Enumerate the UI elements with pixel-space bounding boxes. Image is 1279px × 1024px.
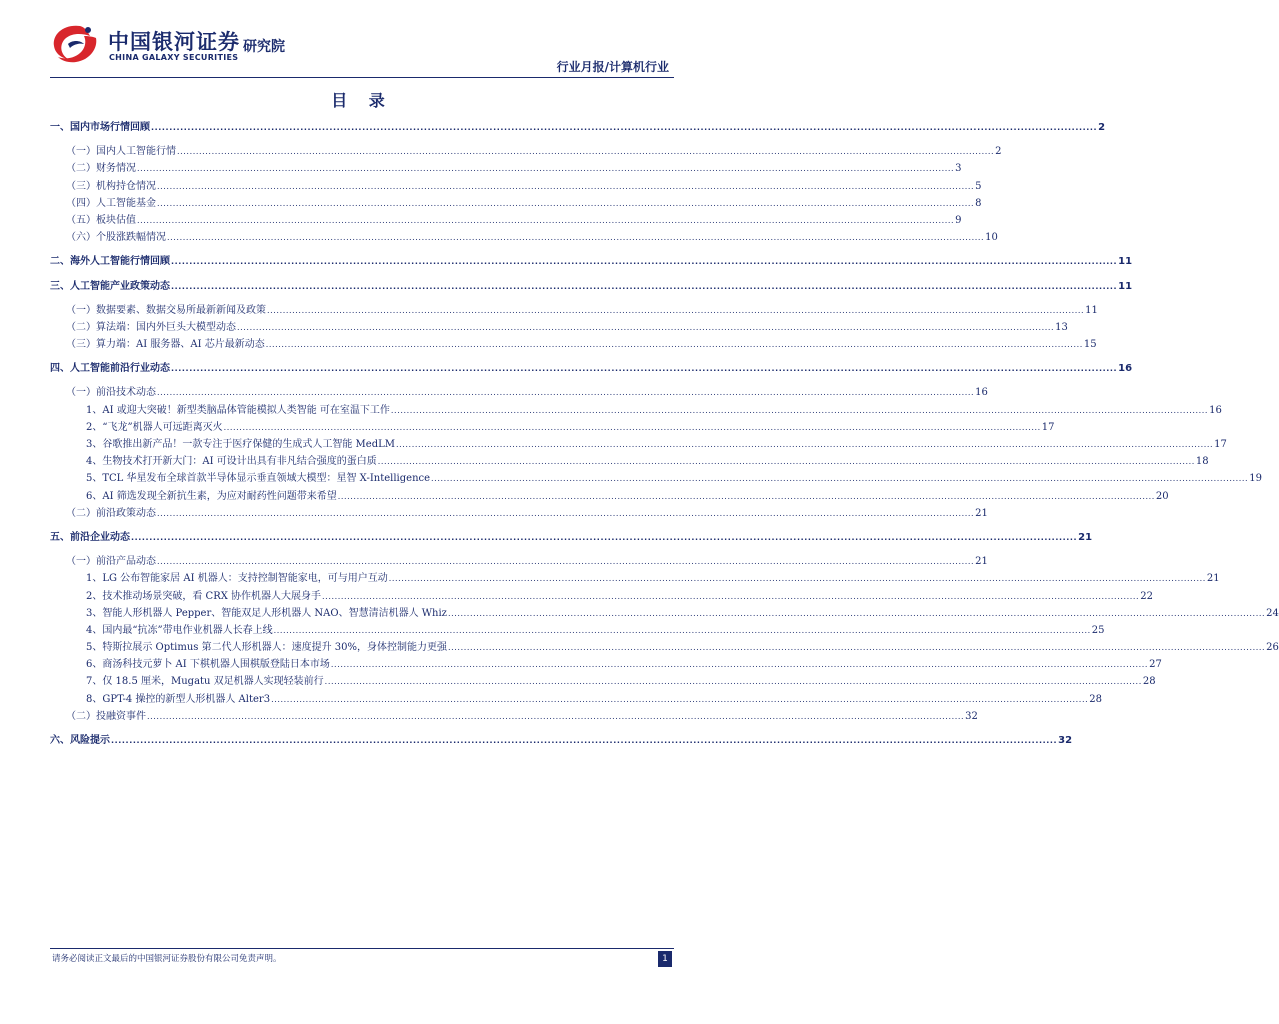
toc-entry-page: 21	[1078, 531, 1093, 543]
toc-entry-page: 8	[975, 197, 982, 209]
toc-entry[interactable]	[50, 360, 1133, 377]
toc-entry[interactable]	[50, 178, 982, 195]
toc-entry[interactable]	[50, 278, 1133, 295]
toc-entry-title: 一、国内市场行情回顾	[50, 122, 150, 133]
toc-entry-page: 28	[1089, 693, 1102, 705]
toc-leader-dots: ....................................................................................................................................................................................................................................................................	[147, 711, 965, 721]
toc-entry[interactable]	[50, 470, 1262, 487]
toc-entry-page: 16	[975, 387, 988, 399]
toc-entry-title: 8、GPT-4 操控的新型人形机器人 Alter3	[86, 693, 271, 705]
toc-leader-dots: ....................................................................................................................................................................................................................................................................	[171, 364, 1118, 374]
toc-entry-title: 三、人工智能产业政策动态	[50, 280, 170, 292]
toc-leader-dots: ....................................................................................................................................................................................................................................................................	[137, 164, 955, 174]
toc-entry-page: 18	[1195, 456, 1209, 468]
toc-entry[interactable]	[50, 453, 1209, 470]
toc-entry[interactable]	[50, 622, 1105, 639]
toc-leader-dots: ....................................................................................................................................................................................................................................................................	[151, 123, 1098, 132]
toc-entry-page: 3	[955, 163, 962, 175]
toc-entry-title: （二）前沿政策动态	[66, 507, 156, 519]
toc-leader-dots: ....................................................................................................................................................................................................................................................................	[377, 457, 1195, 467]
toc-leader-dots: ....................................................................................................................................................................................................................................................................	[237, 322, 1055, 332]
toc-leader-dots: ....................................................................................................................................................................................................................................................................	[324, 677, 1142, 687]
toc-leader-dots: ....................................................................................................................................................................................................................................................................	[388, 574, 1206, 584]
toc-entry-page: 5	[975, 180, 982, 192]
toc-entry-title: （六）个股涨跌幅情况	[66, 232, 166, 244]
toc-entry-title: （五）板块估值	[66, 214, 136, 226]
toc-entry[interactable]	[50, 588, 1153, 605]
institute-label: 研究院	[243, 39, 285, 55]
toc-entry-page: 2	[995, 146, 1002, 158]
toc-entry[interactable]	[50, 402, 1222, 419]
toc-entry-title: （二）算法端：国内外巨头大模型动态	[66, 321, 236, 333]
toc-entry-title: 2、“飞龙”机器人可远距离灭火	[86, 421, 223, 433]
toc-entry-page: 17	[1214, 439, 1227, 450]
toc-entry[interactable]	[50, 570, 1220, 587]
toc-entry-page: 21	[1206, 573, 1220, 585]
toc-entry-title: 1、LG 公布智能家居 AI 机器人：支持控制智能家电，可与用户互动	[86, 573, 388, 585]
toc-entry-page: 20	[1155, 490, 1169, 502]
toc-entry-title: 5、特斯拉展示 Optimus 第二代人形机器人：速度提升 30%，身体控制能力更强	[86, 642, 447, 654]
toc-leader-dots: ....................................................................................................................................................................................................................................................................	[171, 281, 1118, 291]
toc-leader-dots: ....................................................................................................................................................................................................................................................................	[157, 181, 975, 191]
toc-entry-page: 17	[1041, 421, 1055, 433]
toc-leader-dots: ....................................................................................................................................................................................................................................................................	[157, 557, 975, 567]
toc-entry[interactable]	[50, 229, 998, 246]
toc-leader-dots: ....................................................................................................................................................................................................................................................................	[177, 147, 995, 157]
toc-entry-page: 11	[1118, 280, 1133, 292]
toc-title: 目 录	[331, 91, 393, 110]
toc-leader-dots: ....................................................................................................................................................................................................................................................................	[271, 694, 1089, 704]
toc-entry-page: 13	[1055, 321, 1068, 333]
toc-entry-page: 9	[955, 214, 962, 226]
toc-entry[interactable]	[50, 212, 962, 229]
report-type-label: 行业月报/计算机行业	[556, 60, 669, 74]
toc-leader-dots: ....................................................................................................................................................................................................................................................................	[157, 198, 975, 208]
toc-entry-page: 16	[1118, 363, 1133, 375]
disclaimer-text: 请务必阅读正文最后的中国银河证券股份有限公司免责声明。	[52, 954, 282, 964]
toc-entry-title: 四、人工智能前沿行业动态	[50, 363, 170, 375]
toc-entry-title: （三）机构持仓情况	[66, 180, 156, 192]
toc-entry[interactable]	[50, 319, 1068, 336]
toc-entry-title: （一）前沿产品动态	[66, 556, 156, 568]
toc-entry-page: 19	[1249, 473, 1262, 485]
toc-entry-page: 2	[1098, 122, 1106, 133]
toc-entry-page: 10	[985, 232, 998, 244]
toc-leader-dots: ....................................................................................................................................................................................................................................................................	[322, 591, 1140, 601]
toc-leader-dots: ....................................................................................................................................................................................................................................................................	[330, 660, 1149, 670]
toc-entry-title: （四）人工智能基金	[66, 197, 156, 209]
toc-leader-dots: ....................................................................................................................................................................................................................................................................	[171, 257, 1118, 267]
toc-entry-page: 11	[1085, 304, 1098, 316]
toc-entry[interactable]	[50, 195, 982, 212]
toc-entry[interactable]	[50, 119, 1106, 136]
header-divider	[50, 77, 674, 78]
toc-entry[interactable]	[50, 691, 1102, 708]
toc-leader-dots: ....................................................................................................................................................................................................................................................................	[431, 474, 1249, 484]
toc-leader-dots: ....................................................................................................................................................................................................................................................................	[265, 340, 1083, 350]
toc-entry-page: 25	[1091, 624, 1105, 636]
toc-entry-page: 32	[965, 710, 978, 722]
toc-entry[interactable]	[50, 384, 988, 401]
toc-entry[interactable]	[50, 505, 988, 522]
toc-leader-dots: ....................................................................................................................................................................................................................................................................	[131, 532, 1078, 542]
toc-leader-dots: ....................................................................................................................................................................................................................................................................	[395, 440, 1214, 449]
toc-entry[interactable]	[50, 143, 1002, 160]
toc-entry[interactable]	[50, 419, 1055, 436]
toc-leader-dots: ....................................................................................................................................................................................................................................................................	[111, 736, 1058, 745]
toc-leader-dots: ....................................................................................................................................................................................................................................................................	[137, 215, 955, 225]
toc-entry-page: 28	[1142, 676, 1156, 688]
table-of-contents	[50, 119, 1279, 749]
toc-entry[interactable]	[50, 488, 1169, 505]
toc-entry[interactable]	[50, 553, 988, 570]
toc-entry-title: （一）前沿技术动态	[66, 387, 156, 399]
toc-entry[interactable]	[50, 529, 1093, 546]
toc-entry-title: （一）国内人工智能行情	[66, 146, 176, 158]
toc-entry[interactable]	[50, 639, 1279, 656]
toc-entry-title: （三）算力端：AI 服务器、AI 芯片最新动态	[66, 339, 265, 351]
toc-entry-page: 22	[1140, 590, 1153, 602]
toc-entry[interactable]	[50, 336, 1097, 353]
toc-entry[interactable]	[50, 656, 1162, 673]
toc-leader-dots: ....................................................................................................................................................................................................................................................................	[167, 233, 985, 243]
toc-leader-dots: ....................................................................................................................................................................................................................................................................	[273, 625, 1091, 635]
toc-entry-page: 21	[975, 556, 988, 568]
toc-entry-title: 二、海外人工智能行情回顾	[50, 256, 170, 268]
toc-leader-dots: ....................................................................................................................................................................................................................................................................	[223, 422, 1041, 432]
brand-name-en: CHINA GALAXY SECURITIES	[109, 53, 239, 62]
toc-entry-title: 3、智能人形机器人 Pepper、智能双足人形机器人 NAO、智慧清洁机器人 Whiz	[86, 607, 447, 619]
toc-leader-dots: ....................................................................................................................................................................................................................................................................	[157, 508, 975, 518]
toc-entry[interactable]	[50, 436, 1227, 453]
toc-entry-title: 5、TCL 华星发布全球首款半导体显示垂直领域大模型：星智 X-Intelligence	[86, 473, 431, 485]
toc-leader-dots: ....................................................................................................................................................................................................................................................................	[448, 643, 1266, 653]
toc-entry[interactable]	[50, 605, 1279, 622]
toc-entry-title: 2、技术推动场景突破，看 CRX 协作机器人大展身手	[86, 590, 322, 602]
toc-entry-page: 21	[975, 507, 988, 519]
brand-name-cn: 中国银河证券	[108, 30, 240, 54]
toc-entry-title: 六、风险提示	[50, 735, 110, 746]
toc-entry-page: 27	[1149, 659, 1162, 671]
toc-entry[interactable]	[50, 732, 1073, 749]
toc-entry-title: 6、商汤科技元萝卜 AI 下棋机器人围棋版登陆日本市场	[86, 659, 330, 671]
toc-leader-dots: ....................................................................................................................................................................................................................................................................	[157, 388, 975, 398]
toc-entry-page: 11	[1118, 256, 1133, 268]
toc-leader-dots: ....................................................................................................................................................................................................................................................................	[337, 491, 1155, 501]
toc-entry-page: 26	[1266, 642, 1279, 654]
page-header	[0, 0, 724, 90]
toc-entry-title: 4、生物技术打开新大门：AI 可设计出具有非凡结合强度的蛋白质	[86, 456, 377, 468]
toc-entry[interactable]	[50, 160, 962, 177]
toc-entry-title: 3、谷歌推出新产品！一款专注于医疗保健的生成式人工智能 MedLM	[86, 439, 395, 450]
toc-entry-page: 32	[1058, 735, 1073, 746]
toc-entry-title: 1、AI 或迎大突破！新型类脑晶体管能模拟人类智能 可在室温下工作	[86, 404, 390, 416]
toc-entry-page: 24	[1266, 607, 1279, 619]
toc-leader-dots: ....................................................................................................................................................................................................................................................................	[390, 405, 1209, 415]
toc-entry[interactable]	[50, 302, 1098, 319]
toc-entry-title: （二）财务情况	[66, 163, 136, 175]
toc-entry-title: （一）数据要素、数据交易所最新新闻及政策	[66, 304, 266, 316]
toc-entry-title: （二）投融资事件	[66, 710, 146, 722]
toc-leader-dots: ....................................................................................................................................................................................................................................................................	[267, 305, 1085, 315]
toc-entry[interactable]	[50, 673, 1156, 690]
toc-entry[interactable]	[50, 253, 1133, 270]
toc-entry-title: 4、国内最“抗冻”带电作业机器人长春上线	[86, 624, 273, 636]
toc-entry-title: 7、仅 18.5 厘米，Mugatu 双足机器人实现轻装前行	[86, 676, 324, 688]
toc-entry-title: 6、AI 筛选发现全新抗生素，为应对耐药性问题带来希望	[86, 490, 337, 502]
footer-divider	[50, 948, 674, 949]
toc-entry-page: 16	[1209, 404, 1222, 416]
toc-entry[interactable]	[50, 708, 978, 725]
toc-entry-title: 五、前沿企业动态	[50, 531, 130, 543]
page-number-badge: 1	[658, 951, 672, 967]
galaxy-logo-icon	[50, 22, 102, 66]
toc-entry-page: 15	[1083, 339, 1097, 351]
toc-leader-dots: ....................................................................................................................................................................................................................................................................	[447, 608, 1266, 618]
